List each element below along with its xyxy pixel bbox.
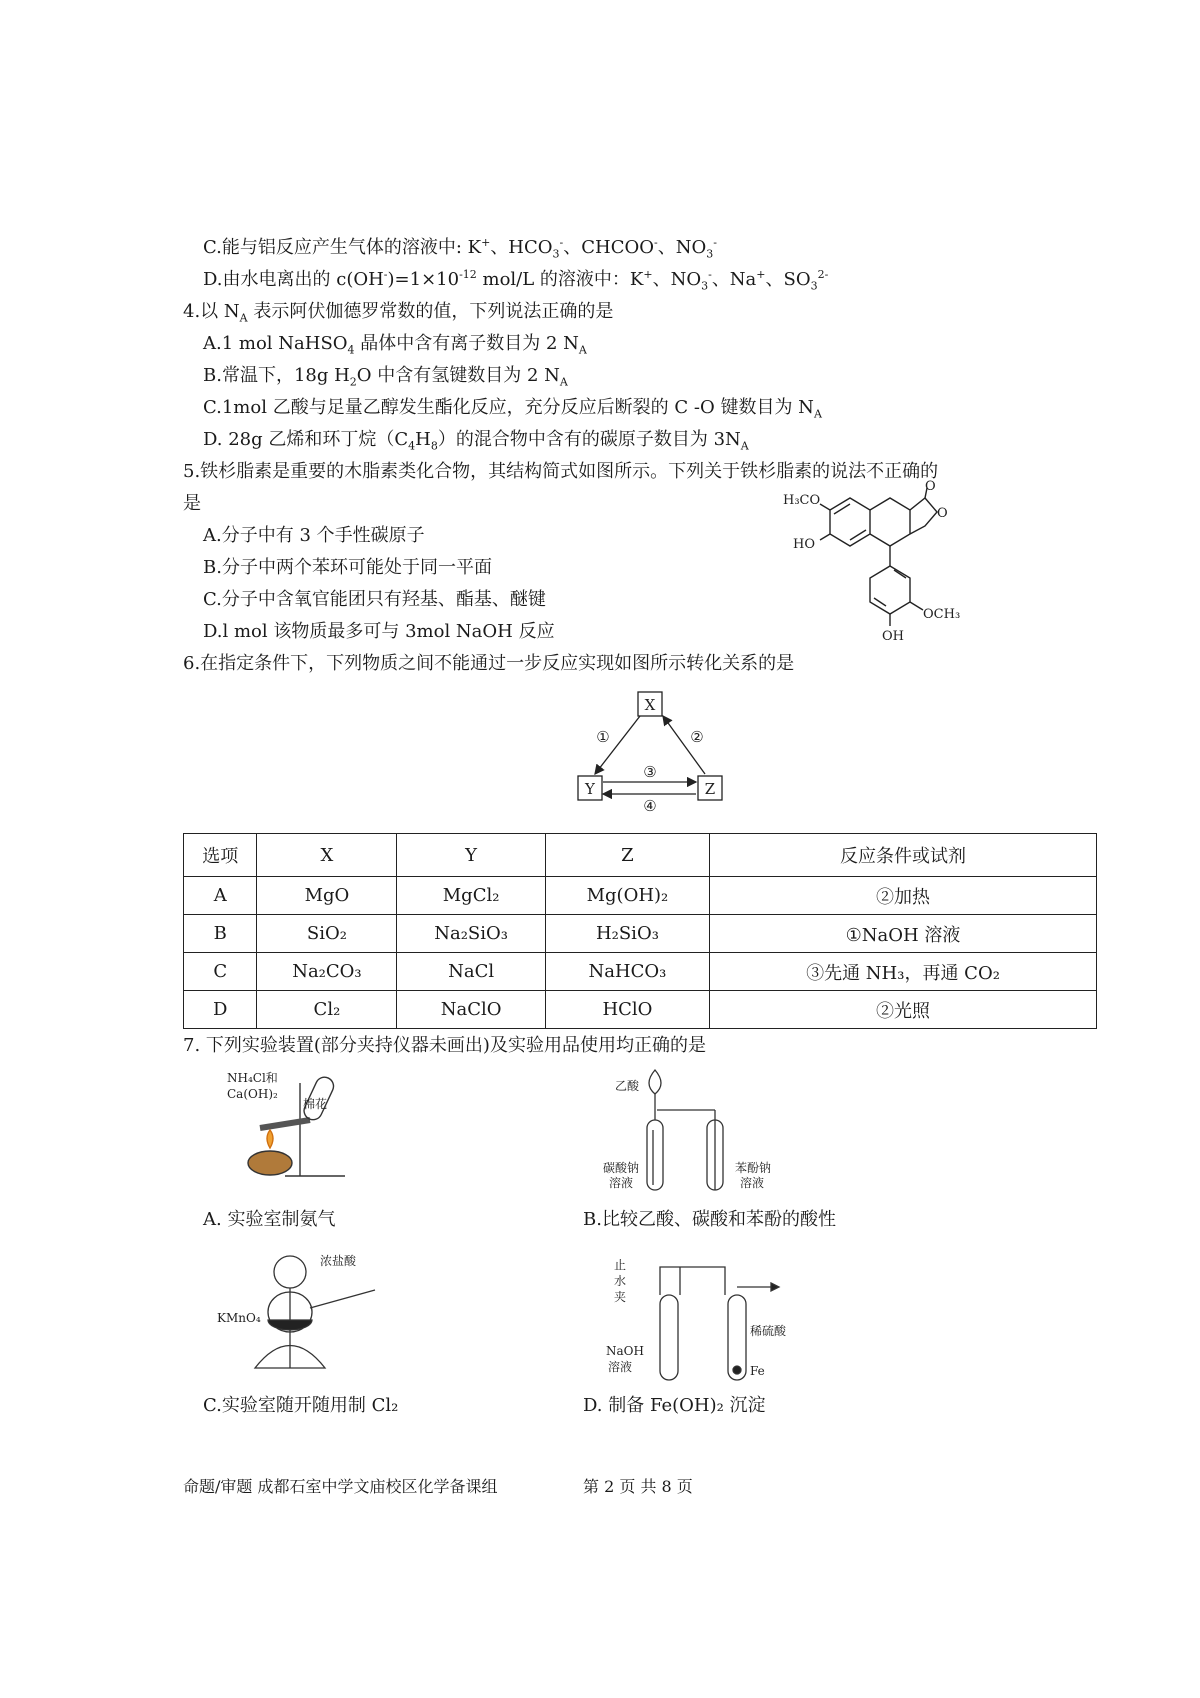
- table-cell: NaHCO₃: [545, 953, 709, 991]
- q5-stem: 5.铁杉脂素是重要的木脂素类化合物，其结构简式如图所示。下列关于铁杉脂素的说法不正确的: [183, 461, 939, 482]
- table-header: Z: [545, 834, 709, 877]
- apparatus-b-label: 碳酸钠: [603, 1161, 640, 1175]
- table-cell: H₂SiO₃: [545, 915, 709, 953]
- mol-label: OH: [882, 629, 904, 644]
- apparatus-a-label: Ca(OH)₂: [227, 1087, 278, 1101]
- table-row: [184, 991, 1097, 1029]
- q6-stem: 6.在指定条件下，下列物质之间不能通过一步反应实现如图所示转化关系的是: [183, 653, 795, 674]
- apparatus-a-ammonia: [225, 1068, 375, 1183]
- apparatus-b-acidity: [595, 1060, 785, 1200]
- table-cell: ②光照: [710, 991, 1097, 1029]
- node-x: X: [644, 696, 656, 714]
- q3-option-d: D.由水电离出的 $c(OH^-)=1\times 10^{-12}$ mol/L 的溶液中：K+、$NO_3^-$、Na+、$SO_3^{2-}$: [203, 268, 829, 293]
- table-row: [184, 915, 1097, 953]
- table-cell: Na₂CO₃: [257, 953, 397, 991]
- q4-option-c: C.1mol 乙酸与足量乙醇发生酯化反应，充分反应后断裂的 C -O 键数目为 $N_A$: [203, 397, 822, 421]
- table-cell: Mg(OH)₂: [545, 877, 709, 915]
- q5-option-a: A.分子中有 3 个手性碳原子: [203, 525, 425, 546]
- table-cell: B: [184, 915, 257, 953]
- apparatus-d-caption: D. 制备 Fe(OH)₂ 沉淀: [583, 1395, 766, 1416]
- q5-option-b: B.分子中两个苯环可能处于同一平面: [203, 557, 492, 578]
- table-cell: ①NaOH 溶液: [710, 915, 1097, 953]
- apparatus-d-label: 止: [614, 1258, 627, 1272]
- table-cell: D: [184, 991, 257, 1029]
- mol-label: H₃CO: [783, 493, 821, 508]
- apparatus-c-label: KMnO₄: [217, 1311, 261, 1325]
- apparatus-b-label: 苯酚钠: [735, 1161, 772, 1175]
- apparatus-c-caption: C.实验室随开随用制 Cl₂: [203, 1395, 399, 1416]
- q4-stem: 4.以 $N_A$ 表示阿伏伽德罗常数的值，下列说法正确的是: [183, 301, 614, 325]
- apparatus-b-label: 溶液: [609, 1176, 634, 1190]
- table-header: X: [257, 834, 397, 877]
- q5-option-d: D.l mol 该物质最多可与 3mol NaOH 反应: [203, 621, 555, 642]
- q5-option-c: C.分子中含氧官能团只有羟基、酯基、醚键: [203, 589, 546, 610]
- table-cell: A: [184, 877, 257, 915]
- table-cell: MgCl₂: [397, 877, 545, 915]
- table-cell: MgO: [257, 877, 397, 915]
- q4-option-b: B.常温下，18g $H_2O$ 中含有氢键数目为 2 $N_A$: [203, 365, 568, 389]
- table-header: 选项: [184, 834, 257, 877]
- table-cell: ③先通 NH₃，再通 CO₂: [710, 953, 1097, 991]
- reaction-3: ③: [643, 763, 657, 781]
- apparatus-d-label: NaOH: [606, 1344, 644, 1358]
- apparatus-b-label: 溶液: [740, 1176, 765, 1190]
- apparatus-d-label: 溶液: [608, 1360, 633, 1374]
- q7-stem: 7. 下列实验装置(部分夹持仪器未画出)及实验用品使用均正确的是: [183, 1035, 706, 1056]
- table-cell: C: [184, 953, 257, 991]
- table-row: [184, 877, 1097, 915]
- apparatus-d-label: 水: [614, 1274, 627, 1288]
- q4-option-a: A.1 mol NaHSO$_4$ 晶体中含有离子数目为 2 $N_A$: [203, 333, 587, 357]
- apparatus-c-label: 浓盐酸: [320, 1254, 357, 1268]
- apparatus-d-label: 稀硫酸: [750, 1324, 787, 1338]
- reaction-4: ④: [643, 797, 657, 815]
- apparatus-a-label: NH₄Cl和: [227, 1071, 278, 1085]
- apparatus-a-caption: A. 实验室制氨气: [203, 1209, 336, 1230]
- apparatus-d-label: Fe: [750, 1364, 765, 1378]
- table-cell: ②加热: [710, 877, 1097, 915]
- footer-page-number: 第 2 页 共 8 页: [583, 1477, 693, 1496]
- q6-options-table: [183, 833, 1097, 1029]
- footer-credit: 命题/审题 成都石室中学文庙校区化学备课组: [183, 1477, 498, 1496]
- apparatus-b-caption: B.比较乙酸、碳酸和苯酚的酸性: [583, 1209, 836, 1230]
- reaction-2: ②: [690, 728, 704, 746]
- node-z: Z: [704, 780, 716, 798]
- mol-label: HO: [793, 537, 815, 552]
- table-cell: NaCl: [397, 953, 545, 991]
- apparatus-a-label: 棉花: [303, 1097, 328, 1111]
- apparatus-c-chlorine: [215, 1250, 395, 1380]
- apparatus-d-label: 夹: [614, 1290, 627, 1304]
- table-header: 反应条件或试剂: [710, 834, 1097, 877]
- table-header: Y: [397, 834, 545, 877]
- q5-stem-cont: 是: [183, 493, 201, 514]
- table-cell: SiO₂: [257, 915, 397, 953]
- mol-label: O: [937, 506, 948, 521]
- table-row: [184, 953, 1097, 991]
- q4-option-d: D. 28g 乙烯和环丁烷$(C_4H_8)$的混合物中含有的碳原子数目为 $3N_A$: [203, 429, 749, 453]
- table-header-row: [184, 834, 1097, 877]
- table-cell: NaClO: [397, 991, 545, 1029]
- apparatus-d-ferrous-hydroxide: [600, 1255, 800, 1390]
- table-cell: Na₂SiO₃: [397, 915, 545, 953]
- table-cell: Cl₂: [257, 991, 397, 1029]
- xyz-cycle-diagram: [575, 690, 725, 815]
- apparatus-b-label: 乙酸: [615, 1079, 640, 1093]
- reaction-1: ①: [596, 728, 610, 746]
- q3-option-c: C.能与铝反应产生气体的溶液中: K+、$HCO_3^-$、CHCOO-、$NO_3^-$: [203, 236, 717, 261]
- mol-label: O: [925, 479, 936, 494]
- table-cell: HClO: [545, 991, 709, 1029]
- tsugalignan-structure: [783, 479, 985, 645]
- mol-label: OCH₃: [923, 607, 961, 622]
- node-y: Y: [585, 780, 595, 798]
